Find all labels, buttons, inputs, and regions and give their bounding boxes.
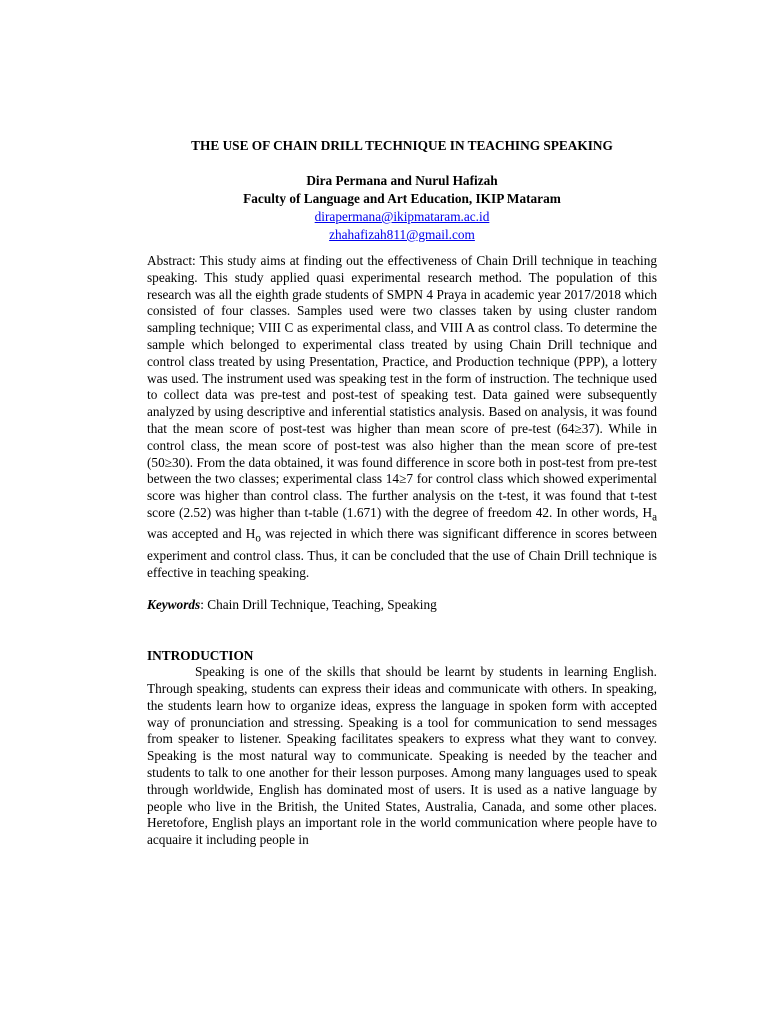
author-names: Dira Permana and Nurul Hafizah <box>306 173 498 188</box>
introduction-paragraph: Speaking is one of the skills that should be learnt by students in learning English. Through speaking, students can express their ideas and communicate with others. In speaking, the students learn how to organize ideas, express the language in spoken form with accepted way of pronunciation and stressing. Speaking is a tool for communication to send messages from speaker to listener. Speaking facilitates speakers to express what they want to convey. Speaking is the most natural way to communicate. Speaking is needed by the teacher and students to talk to one another for their lesson purposes. Among many languages used to speak through worldwide, English has dominated most of users. It is used as a native language by people who live in the British, the United States, Australia, Canada, and some other places. Heretofore, English plays an important role in the world communication where people have to acquaire it including people in <box>147 664 657 848</box>
email-link-2[interactable]: zhahafizah811@gmail.com <box>329 227 475 242</box>
abstract-text-3: was rejected in which there was significant difference in scores between experiment and control class. Thus, it can be concluded that the use of Chain Drill technique is effective in teaching speaking. <box>147 526 657 580</box>
paper-title: THE USE OF CHAIN DRILL TECHNIQUE IN TEACHING SPEAKING <box>191 138 613 153</box>
subscript-a: a <box>652 511 657 524</box>
abstract-text-1: Abstract: This study aims at finding out the effectiveness of Chain Drill technique in teaching speaking. This study applied quasi experimental research method. The population of this research was all the eighth grade students of SMPN 4 Praya in academic year 2017/2018 which consisted of four classes. Samples used were two classes taken by using cluster random sampling technique; VIII C as experimental class, and VIII A as control class. To determine the sample which belonged to experimental class treated by using Chain Drill technique and control class treated by using Presentation, Practice, and Production technique (PPP), a lottery was used. The instrument used was speaking test in the form of instruction. The technique used to collect data was pre-test and post-test of speaking test. Data gained were subsequently analyzed by using descriptive and inferential statistics analysis. Based on analysis, it was found that the mean score of post-test was higher than mean score of pre-test (64≥37). While in control class, the mean score of post-test was also higher than the mean score of pre-test (50≥30). From the data obtained, it was found difference in score both in post-test from pre-test between the two classes; experimental class 14≥7 for control class which showed experimental score was higher than control class. The further analysis on the t-test, it was found that t-test score (2.52) was higher than t-table (1.671) with the degree of freedom 42. In other words, H <box>147 253 657 520</box>
keywords-line <box>147 597 657 614</box>
keywords-text: : Chain Drill Technique, Teaching, Speaking <box>200 597 437 613</box>
keywords-label: Keywords <box>147 597 201 613</box>
subscript-o: o <box>255 533 261 546</box>
introduction-heading: INTRODUCTION <box>147 648 254 664</box>
abstract-text-2: was accepted and H <box>147 526 256 542</box>
abstract-paragraph <box>147 253 657 581</box>
author-affiliation: Faculty of Language and Art Education, IKIP Mataram <box>243 191 561 206</box>
paper-page <box>147 137 657 849</box>
email-link-1[interactable]: dirapermana@ikipmataram.ac.id <box>314 209 490 224</box>
